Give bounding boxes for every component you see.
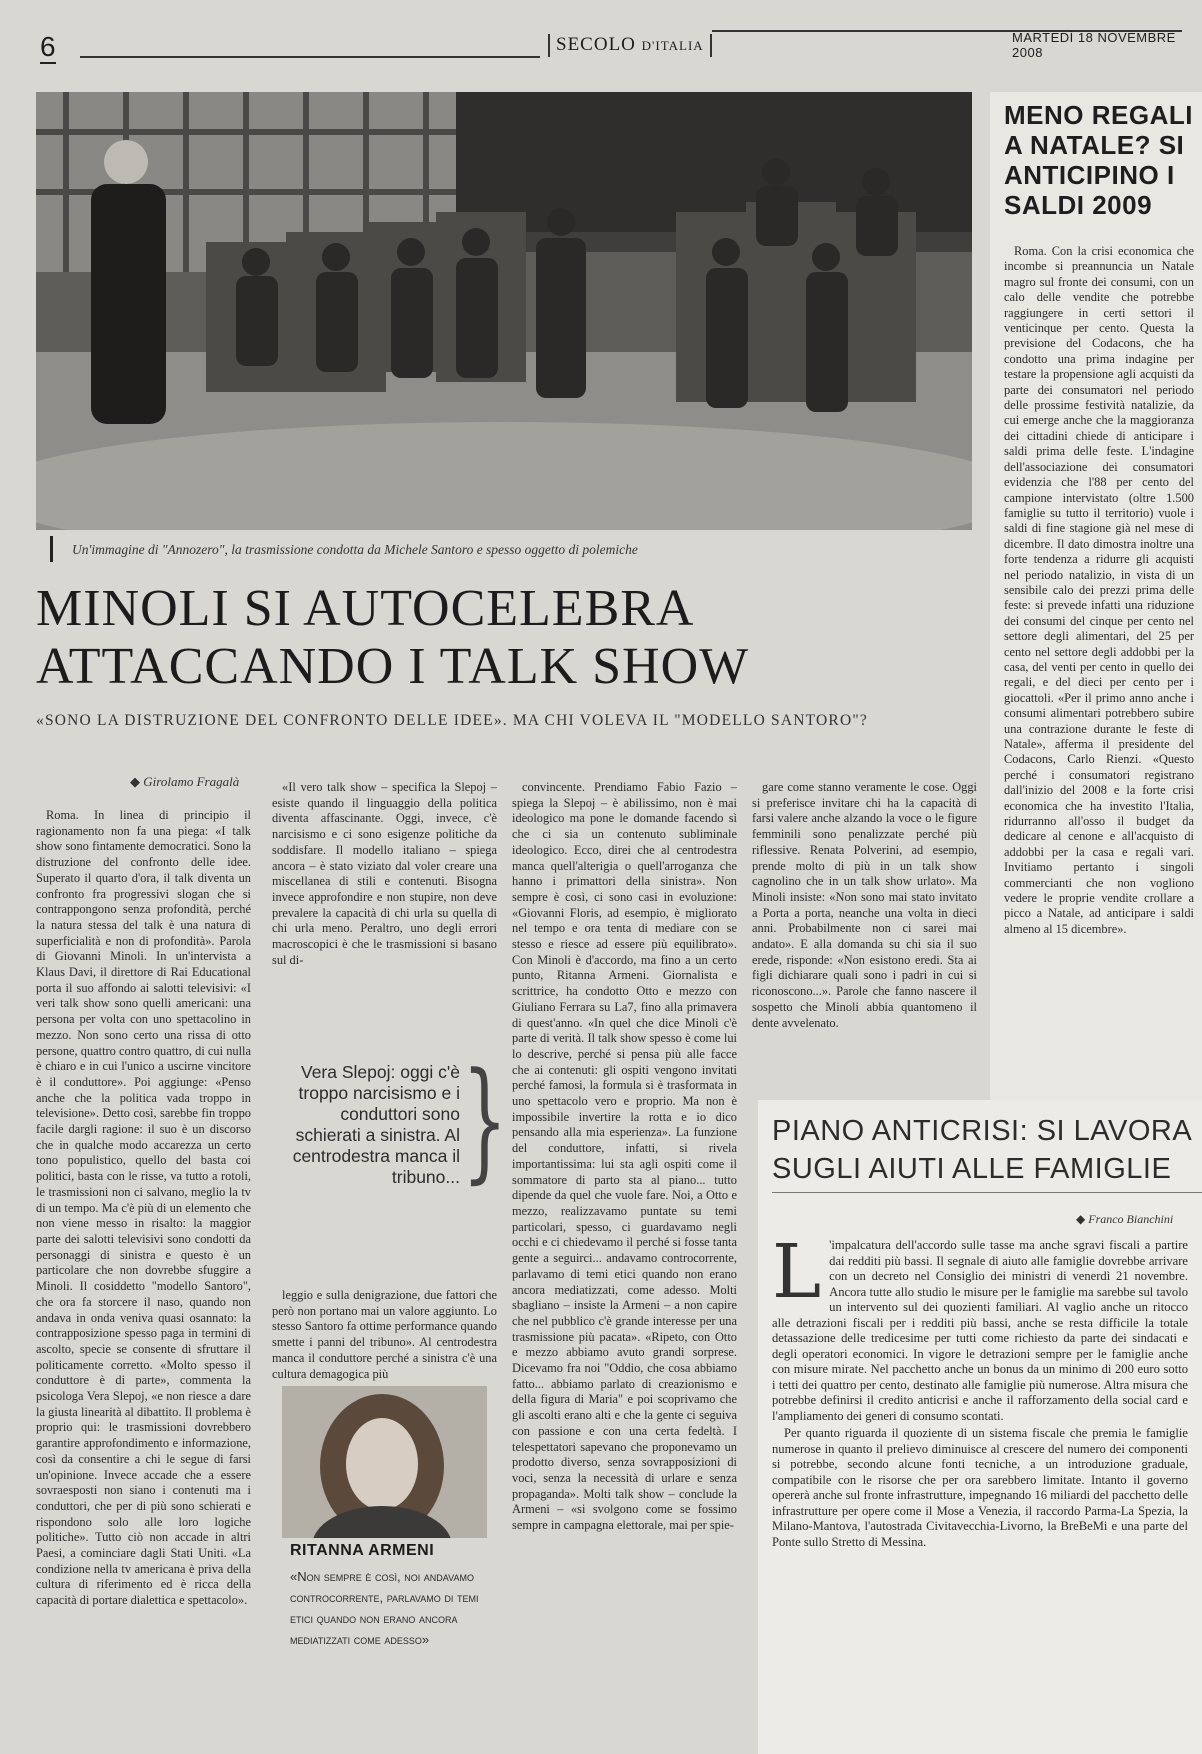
byline: ◆ Girolamo Fragalà (130, 774, 239, 790)
article-column-4 (752, 780, 977, 1070)
portrait-name: RITANNA ARMENI (290, 1542, 435, 1559)
caption-marker (50, 536, 53, 562)
pull-quote: Vera Slepoj: oggi c'è troppo narcisismo e i conduttori sono schierati a sinistra. Al centrodestra manca il tribuno... (292, 1062, 460, 1187)
sidebar-body (1004, 244, 1194, 1074)
masthead-title: SECOLO (556, 34, 636, 55)
article-text: «Il vero talk show – specifica la Slepoj – esiste quando il linguaggio della politica diventa affascinante. Oggi, invece, c'è narcisismo e ci sono esigenze politiche da soddisfare. Il modello italiano – spiega ancora – è stato viziato dal voler creare una miscellanea di stili e contenuti. Bisogna invece approfondire e non stupire, non deve prevalere la capacità di chi urla su quella di chi urla meno. Peraltro, uno degli errori macroscopici è che le trasmissioni si basano sul di- (272, 780, 497, 967)
headline-line-1: MINOLI SI AUTOCELEBRA (36, 580, 695, 637)
secondary-article-byline: ◆ Franco Bianchini (1076, 1212, 1173, 1227)
masthead-subtitle: D'ITALIA (641, 38, 704, 53)
article-column-2-continued (272, 1288, 497, 1384)
header-rule-left (80, 56, 540, 58)
portrait-photo (282, 1386, 487, 1538)
secondary-article-rule (772, 1192, 1202, 1193)
subheadline: «SONO LA DISTRUZIONE DEL CONFRONTO DELLE IDEE». MA CHI VOLEVA IL "MODELLO SANTORO"? (36, 712, 868, 729)
pull-quote-brace: } (462, 1044, 508, 1196)
article-column-3 (512, 780, 737, 1670)
article-text: Roma. In linea di principio il ragionamento non fa una piega: «I talk show sono fintamente democratici. Sono la distruzione del confronto delle idee. Superato il quarto d'ora, il talk diventa un confronto fra progressivi slogan che si contrappongono senza profondità, perché la natura stessa del talk è una natura di superficialità e non di profondità». Parola di Giovanni Minoli. In un'intervista a Klaus Davi, il direttore di Rai Educational porta il suo affondo ai salotti televisivi: «I veri talk show sono quelli americani: una persona per volta con uno spettacolino in mezzo. Non sono certo una rissa di otto persone, quattro contro quattro, di cui nulla è chiaro e in cui l'unico a uscirne vincitore è il conduttore». Poi aggiunge: «Penso anche che la politica vada troppo in televisione». Detto così, sarebbe fin troppo facile dargli ragione: il suo è un discorso che in qualche modo accarezza un certo tono populistico, quello del basta coi politici, basta con le risse, va tutto a rotoli, le trasmissioni non ci salvano, meglio la tv di un tempo. Ma c'è più di un elemento che non viene messo in risalto: la maggior parte dei salotti televisivi sono condotti da personaggi di sinistra e questo è un particolare che non dovrebbe sfuggire a Minoli. Il cosiddetto "modello Santoro", che ora fa storcere il naso, quando non andava in onda veniva quasi osannato: la contrapposizione spesso paga in termini di ascolto, specie se consente di sfruttare il politicamente corretto. «Molto spesso il conduttore è di parte», commenta la psicologa Vera Slepoj, «e non riesce a dare la giusta linearità al dibattito. Il problema è proprio qui: le trasmissioni dovrebbero garantire approfondimento e informazione, così da consentire a chi le segue di farsi un'opinione. Invece accade che a essere sovraesposti non siano i contenuti ma i conduttori, che per di più sono schierati e rispondono solo alle loro logiche politiche». Tutto ciò non accade in altri Paesi, a cominciare dagli Stati Uniti. «La condizione nella tv americana è priva della cultura di riferimento ed è ricca della capacità di portare dialettica e spettacolo». (36, 808, 251, 1608)
article-column-2 (272, 780, 497, 1038)
article-text: convincente. Prendiamo Fabio Fazio – spiega la Slepoj – è abilissimo, non è mai ideologico ma pone le domande facendo sì che ci sia un contenuto subliminale ideologico. Ecco, direi che al centrodestra manca quell'alterigia o quell'arroganza che hanno i primattori della sinistra». Non sempre è così, ci sono casi in evoluzione: «Giovanni Floris, ad esempio, è migliorato nel tempo e ora tenta di mediare con se stesso e riesce ad essere più equilibrato». Con Minoli è d'accordo, ma fino a un certo punto, Ritanna Armeni. Giornalista e scrittrice, ha condotto Otto e mezzo con Giuliano Ferrara su La7, fino alla primavera di quest'anno. «In quel che dice Minoli c'è parte di verità. Il talk show spesso è come lui lo descrive, perché si pensa più alle facce che ai contenuti: gli ospiti vengono invitati perché famosi, la formula si è trasformata in uno spettacolo vero e proprio. Ma non è impossibile invertire la rotta e io dico pensando alla mia esperienza». La funzione del conduttore, infatti, si rivela importantissima: lui sta agli ospiti come il sommatore di parto sta al piano... tutto dipende da quel che vuole fare. Noi, a Otto e mezzo, realizzavamo puntate su temi particolari, spesso, ci guardavamo negli occhi e ci chiedevamo il perché si fosse tanta gente a seguirci... andavamo controcorrente, parlavamo di temi etici quando non erano ancora mediatizzati, come adesso. Molti sbagliano – insiste la Armeni – a non capire che nel pubblico c'è grande interesse per una trasmissione più pacata». «Ripeto, con Otto e mezzo abbiamo avuto grandi sorprese. Dicevamo fra noi "Oddio, che cosa abbiamo fatto... abbiamo parlato di creazionismo e della figura di Maria" e poi scoprivamo che gli ascolti erano alti e che la gente ci seguiva con passione e con una certa fedeltà. I telespettatori sapevano che proponevamo un prodotto diverso, senza sovrapposizioni di voci, senza la necessità di urlare e senza propaganda». Molti talk show – conclude la Armeni – «si svolgono come se fossimo sempre in campagna elettorale, mai per spie- (512, 780, 737, 1533)
secondary-article-paragraph-2: Per quanto riguarda il quoziente di un sistema fiscale che premia le famiglie numerose in quanto il prelievo diminuisce al crescere del numero dei componenti si potrebbe, secondo alcune fonti tecniche, a un introduzione graduale, compatibile con le risorse che per ora sarebbero limitate. Intanto il governo opererà anche sul fronte infrastrutture, impegnando 16 miliardi del pacchetto delle infrastrutture per opere come il Mose a Venezia, il raccordo Parma-La Spezia, la Milano-Mantova, l'autostrada Civitavecchia-Livorno, la BreBeMi e una parte del Ponte sullo Stretto di Messina. (772, 1426, 1188, 1549)
masthead (548, 34, 712, 57)
headline-line-2: ATTACCANDO I TALK SHOW (36, 638, 750, 695)
dateline: MARTEDÌ 18 NOVEMBRE 2008 (1012, 30, 1176, 60)
secondary-article-paragraph-1: 'impalcatura dell'accordo sulle tasse ma anche sgravi fiscali a partire dai redditi più bassi. Il segnale di aiuto alle famiglie dovrebbe arrivare con un decreto nel Consiglio dei ministri di venerdì 21 novembre. Ancora tutte allo studio le misure per le famiglie ma sarebbe sul tavolo un intervento sul dei quozienti familiari. Al vaglio anche un ritocco alle detrazioni fiscali per i redditi più bassi, anche se resta difficile la totale detassazione delle tredicesime per tutti come richiesto da parte dei sindacati e degli operatori economici. In vigore le detrazioni sempre per le famiglie anche con misure mirate. Nel pacchetto anche un bonus da un minimo di 200 euro sotto i tetti dei quattro per cento, destinato alle famiglie più numerose. Altra misura che potrebbe definirsi il credito anticrisi e anche il rafforzamento della social card e l'ampliamento dei generi di consumo scontati. (772, 1238, 1188, 1423)
article-text: gare come stanno veramente le cose. Oggi si preferisce invitare chi ha la capacità di farsi valere anche alzando la voce o le figure femminili sono penalizzate perché più riflessive. Renata Polverini, ad esempio, prende molto di più in un talk show cagnolino che in un talk show urlato». Ma Minoli insiste: «Non sono mai stato invitato a Porta a porta, neanche una volta in dieci anni. Probabilmente non ci sarei mai andato». E alla domanda su chi sia il suo erede, risponde: «Non esistono eredi. Sta ai figli dichiarare quali sono i padri in cui si riconoscono...». Parole che fanno nascere il sospetto che Minoli abbia quantomeno il dente avvelenato. (752, 780, 977, 1030)
main-photo (36, 92, 972, 530)
article-column-1 (36, 808, 251, 1678)
drop-cap: L (772, 1238, 822, 1315)
photo-caption: Un'immagine di "Annozero", la trasmissione condotta da Michele Santoro e spesso oggetto di polemiche (72, 542, 638, 557)
sidebar-text: Roma. Con la crisi economica che incombe si preannuncia un Natale magro sul fronte dei consumi, con un calo delle vendite che potrebbe raggiungere in certi settori il venticinque per cento. Questa la previsione del Codacons, che ha condotto una prima indagine per testare la propensione agli acquisti da parte dei consumatori nel periodo delle prossime festività natalizie, da cui emerge anche che la maggioranza dei cittadini chiede di anticipare i saldi prima delle feste. L'indagine dell'associazione dei consumatori evidenzia che l'88 per cento del campione intervistato (oltre 1.500 famiglie su tutto il territorio) vuole i saldi di fine stagione già nel mese di dicembre. Il dato dimostra inoltre una forte tendenza a ridurre gli acquisti nel periodo natalizio, in vista di un sensibile calo dei prezzi prima delle feste: si prevede infatti una riduzione dei consumi del cinque per cento nel settore degli alimentari, del 25 per cento nel settore degli addobbi per la casa, del venti per cento in quello dei regali, e del dieci per cento per i giocattoli. «Per il primo anno anche i consumi alimentari potrebbero subire una contrazione durante le feste di Natale», afferma il presidente del Codacons, Carlo Rienzi. «Questo perché i consumatori registrano dall'inizio del 2008 e la forte crisi economica che ha investito l'Italia, ridurranno all'osso il budget da dedicare al cenone e all'acquisto di addobbi per la casa e regali vari. Invitiamo pertanto i singoli commercianti che non vogliono vedere le proprie vendite crollare a picco a Natale, ad anticipare i saldi almeno al 15 dicembre». (1004, 244, 1194, 936)
secondary-article-body (772, 1238, 1188, 1738)
article-text: leggio e sulla denigrazione, due fattori che però non portano mai un valore aggiunto. Lo stesso Santoro fa ottime performance quando smette i panni del tribuno». Al centrodestra manca il conduttore perché a sinistra c'è una cultura demagogica più (272, 1288, 497, 1381)
secondary-article-title: PIANO ANTICRISI: SI LAVORA SUGLI AIUTI ALLE FAMIGLIE (772, 1115, 1191, 1185)
headline (36, 580, 976, 696)
sidebar-title: MENO REGALI A NATALE? SI ANTICIPINO I SALDI 2009 (1004, 100, 1193, 220)
page-number: 6 (40, 31, 56, 62)
portrait-quote: «Non sempre è così, noi andavamo controcorrente, parlavamo di temi etici quando non erano ancora mediatizzati come adesso» (290, 1569, 479, 1647)
